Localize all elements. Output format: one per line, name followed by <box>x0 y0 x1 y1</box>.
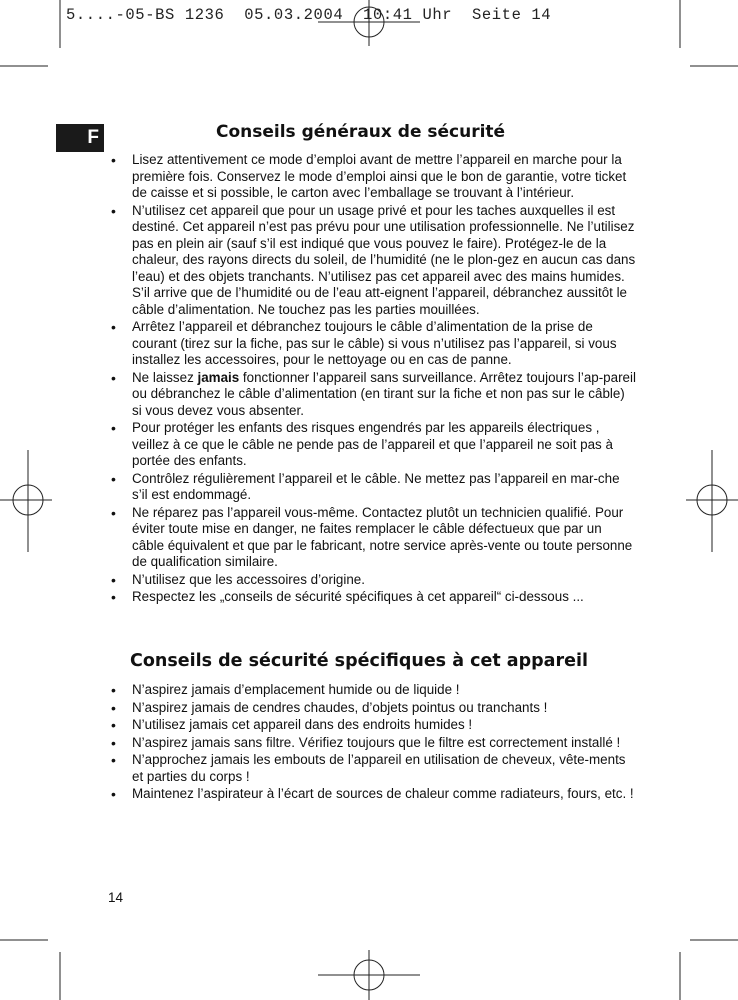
safety-list-item <box>108 203 636 319</box>
specific-safety-list <box>108 682 636 804</box>
safety-list-item <box>108 420 636 470</box>
safety-list-item <box>108 717 636 734</box>
safety-list-item <box>108 319 636 369</box>
page-number: 14 <box>108 890 124 905</box>
list-item-text: Arrêtez l’appareil et débranchez toujours le câble d’alimentation de la prise de courant (tirez sur la fiche, pas sur le câble) si vous n’utilisez pas l’appareil, si vous installez les accessoires, pour le nettoyage ou en cas de panne. <box>132 319 617 367</box>
safety-list-item <box>108 735 636 752</box>
list-item-text: fonctionner l’appareil sans surveillance. Arrêtez toujours l’ap-pareil ou débranchez le câble d’alimentation (en tirant sur la fiche et non pas sur le câble) si vous devez vous absenter. <box>132 369 636 418</box>
list-item-text: N’aspirez jamais sans filtre. Vérifiez toujours que le filtre est correctement installé ! <box>132 734 621 750</box>
list-item-text: Contrôlez régulièrement l’appareil et le câble. Ne mettez pas l’appareil en mar-che s’il est endommagé. <box>132 470 620 502</box>
safety-list-item <box>108 682 636 699</box>
list-item-text: Ne laissez <box>132 369 198 385</box>
list-item-text: Maintenez l’aspirateur à l’écart de sources de chaleur comme radiateurs, fours, etc. ! <box>132 786 634 801</box>
list-item-text: N’utilisez que les accessoires d’origine. <box>132 571 365 587</box>
safety-list-item <box>108 752 636 785</box>
list-item-text: Respectez les „conseils de sécurité spécifiques à cet appareil“ ci-dessous ... <box>132 589 584 604</box>
safety-list-item <box>108 572 636 589</box>
section-title-specific-safety: Conseils de sécurité spécifiques à cet appareil <box>130 651 588 671</box>
list-item-emphasis: jamais <box>197 369 240 385</box>
language-tab: F <box>56 124 104 152</box>
safety-list-item <box>108 152 636 202</box>
section-title-general-safety: Conseils généraux de sécurité <box>216 122 506 142</box>
list-item-text: N’approchez jamais les embouts de l’appareil en utilisation de cheveux, vête-ments et parties du corps ! <box>132 752 626 784</box>
list-item-text: N’aspirez jamais de cendres chaudes, d’objets pointus ou tranchants ! <box>132 699 548 715</box>
list-item-text: Pour protéger les enfants des risques engendrés par les appareils électriques , veillez à ce que le câble ne pende pas de l’appareil et que l’appareil ne soit pas à portée des enfants. <box>132 420 613 468</box>
safety-list-item <box>108 786 636 803</box>
safety-list-item <box>108 370 636 420</box>
list-item-text: Lisez attentivement ce mode d’emploi avant de mettre l’appareil en marche pour la première fois. Conservez le mode d’emploi ainsi que le bon de garantie, votre ticket de caisse et si possible, le carton avec l’emballage se trouvant à l’intérieur. <box>132 152 627 200</box>
safety-list-item <box>108 505 636 571</box>
safety-list-item <box>108 700 636 717</box>
general-safety-list <box>108 152 636 607</box>
list-item-text: N’utilisez cet appareil que pour un usage privé et pour les taches auxquelles il est destiné. Cet appareil n’est pas prévu pour une utilisation professionnelle. Ne l’utilisez pas en plein air (sauf s’il est indiqué que vous pouvez le faire). Protégez-le de la chaleur, des rayons directs du soleil, de l’humidité (ne le plon-gez en aucun cas dans l’eau) et des objets tranchants. N’utilisez pas cet appareil avec des mains humides. S’il arrive que de l’humidité ou de l’eau att-eignent l’appareil, débranchez aussitôt le câble d’alimentation. Ne touchez pas les parties mouillées. <box>132 202 636 317</box>
list-item-text: N’aspirez jamais d’emplacement humide ou de liquide ! <box>132 682 460 697</box>
print-job-header: 5....-05-BS 1236 05.03.2004 10:41 Uhr Seite 14 <box>66 6 552 24</box>
safety-list-item <box>108 471 636 504</box>
list-item-text: N’utilisez jamais cet appareil dans des endroits humides ! <box>132 717 473 732</box>
safety-list-item <box>108 589 636 606</box>
list-item-text: Ne réparez pas l’appareil vous-même. Contactez plutôt un technicien qualifié. Pour éviter toute mise en danger, ne faites remplacer le câble défectueux que par un câble équivalent et que par le fabricant, notre service après-vente ou toute personne de qualification similaire. <box>132 504 633 569</box>
